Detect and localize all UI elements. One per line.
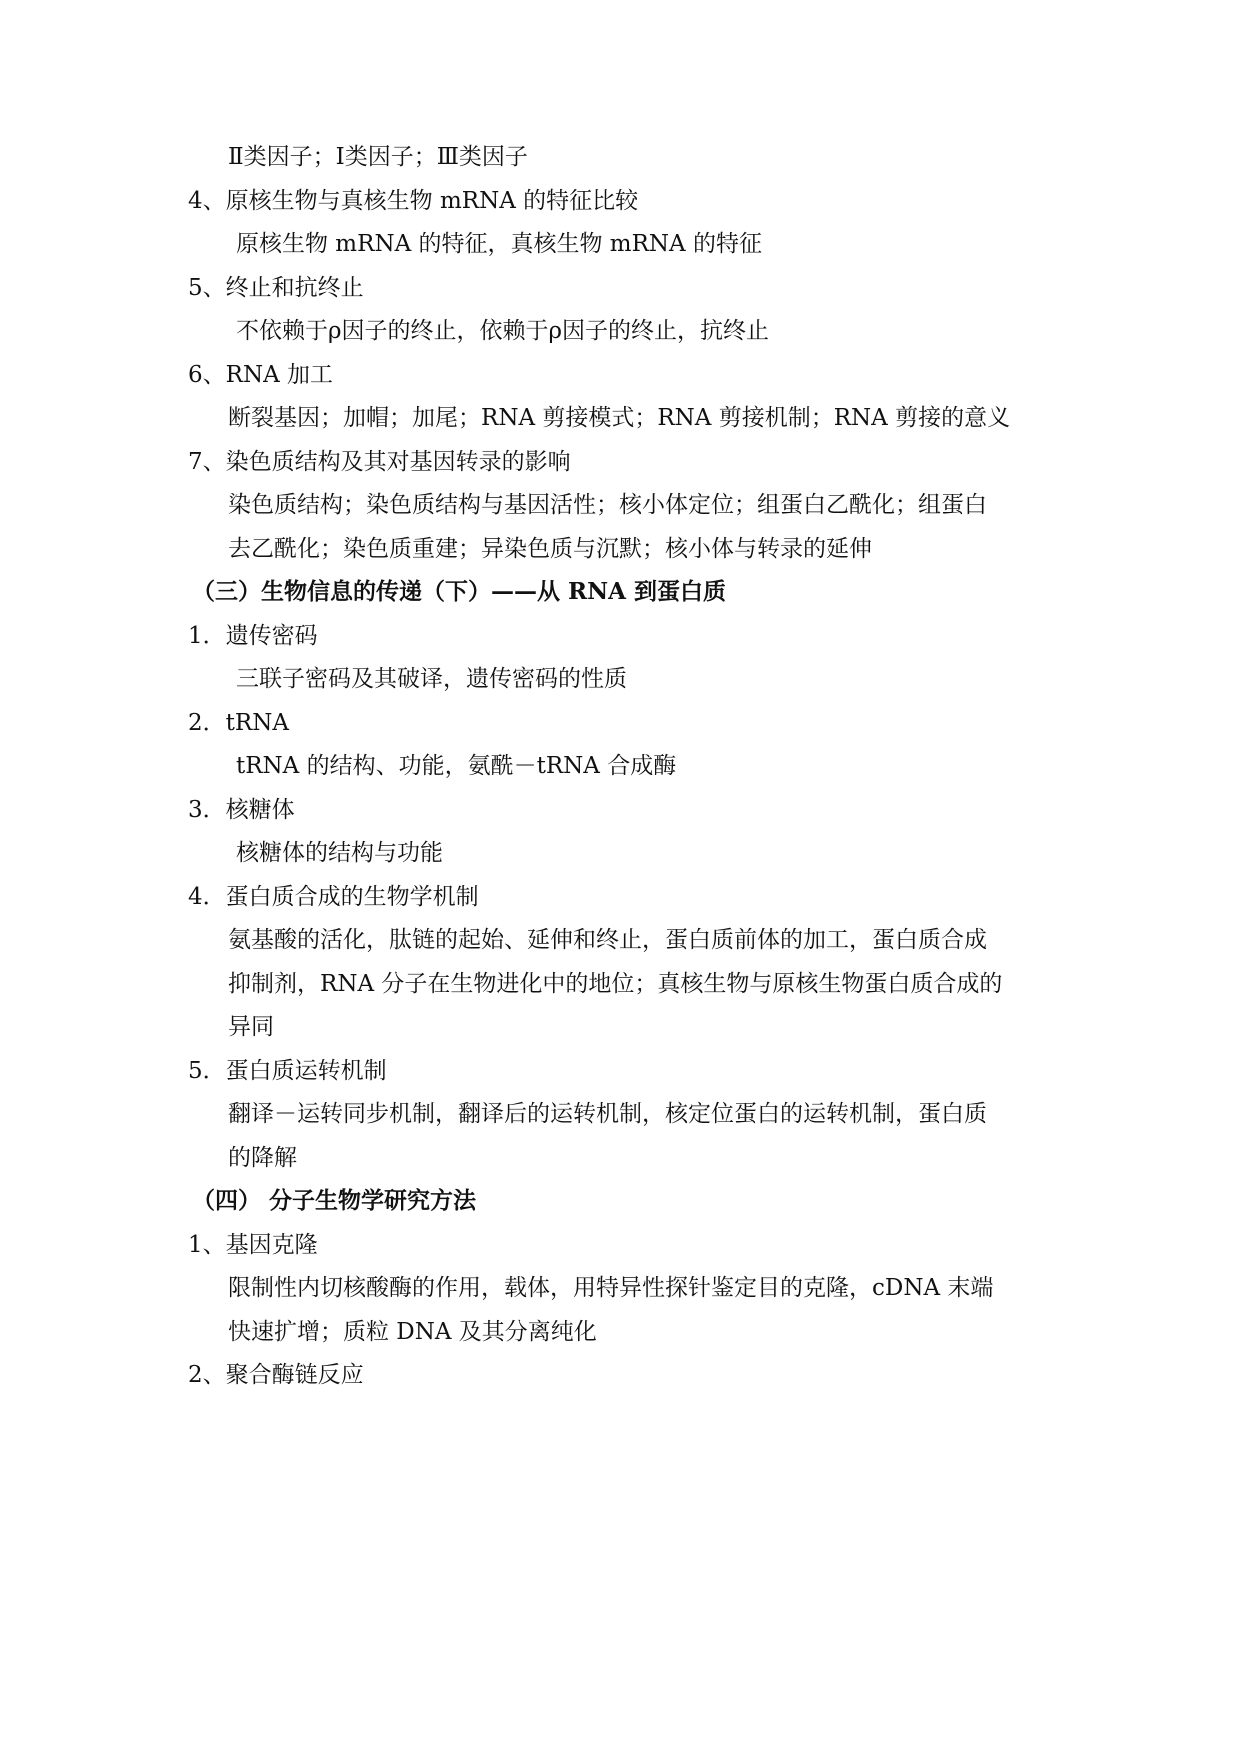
detail-line: 去乙酰化；染色质重建；异染色质与沉默；核小体与转录的延伸 [228,536,872,562]
item-heading: 2．tRNA [188,710,289,736]
detail-line: 翻译－运转同步机制，翻译后的运转机制，核定位蛋白的运转机制，蛋白质 [228,1101,987,1127]
item-heading: 1、基因克隆 [188,1232,318,1258]
detail-line: 三联子密码及其破译，遗传密码的性质 [236,666,627,692]
item-heading: 5、终止和抗终止 [188,275,364,301]
item-heading: 4、原核生物与真核生物 mRNA 的特征比较 [188,188,639,214]
detail-line: 抑制剂，RNA 分子在生物进化中的地位；真核生物与原核生物蛋白质合成的 [228,971,1003,997]
detail-line: 核糖体的结构与功能 [236,840,443,866]
item-heading: 5．蛋白质运转机制 [188,1058,387,1084]
detail-line: 异同 [228,1014,274,1040]
section-heading: （三）生物信息的传递（下）——从 RNA 到蛋白质 [192,578,726,605]
detail-line: tRNA 的结构、功能，氨酰－tRNA 合成酶 [236,753,677,779]
detail-line: 不依赖于ρ因子的终止，依赖于ρ因子的终止，抗终止 [236,318,770,344]
detail-line: 断裂基因；加帽；加尾；RNA 剪接模式；RNA 剪接机制；RNA 剪接的意义 [228,405,1011,431]
detail-line: 的降解 [228,1145,297,1171]
item-heading: 4．蛋白质合成的生物学机制 [188,884,479,910]
item-heading: 1．遗传密码 [188,623,318,649]
item-heading: 6、RNA 加工 [188,362,333,388]
detail-line: Ⅱ类因子；Ⅰ类因子；Ⅲ类因子 [228,144,528,170]
detail-line: 氨基酸的活化，肽链的起始、延伸和终止，蛋白质前体的加工，蛋白质合成 [228,927,987,953]
detail-line: 限制性内切核酸酶的作用，载体，用特异性探针鉴定目的克隆，cDNA 末端 [228,1275,994,1301]
item-heading: 3．核糖体 [188,797,295,823]
detail-line: 染色质结构；染色质结构与基因活性；核小体定位；组蛋白乙酰化；组蛋白 [228,492,987,518]
section-heading: （四） 分子生物学研究方法 [192,1187,477,1214]
item-heading: 2、聚合酶链反应 [188,1362,364,1388]
detail-line: 快速扩增；质粒 DNA 及其分离纯化 [228,1319,597,1345]
detail-line: 原核生物 mRNA 的特征，真核生物 mRNA 的特征 [236,231,762,257]
item-heading: 7、染色质结构及其对基因转录的影响 [188,449,571,475]
